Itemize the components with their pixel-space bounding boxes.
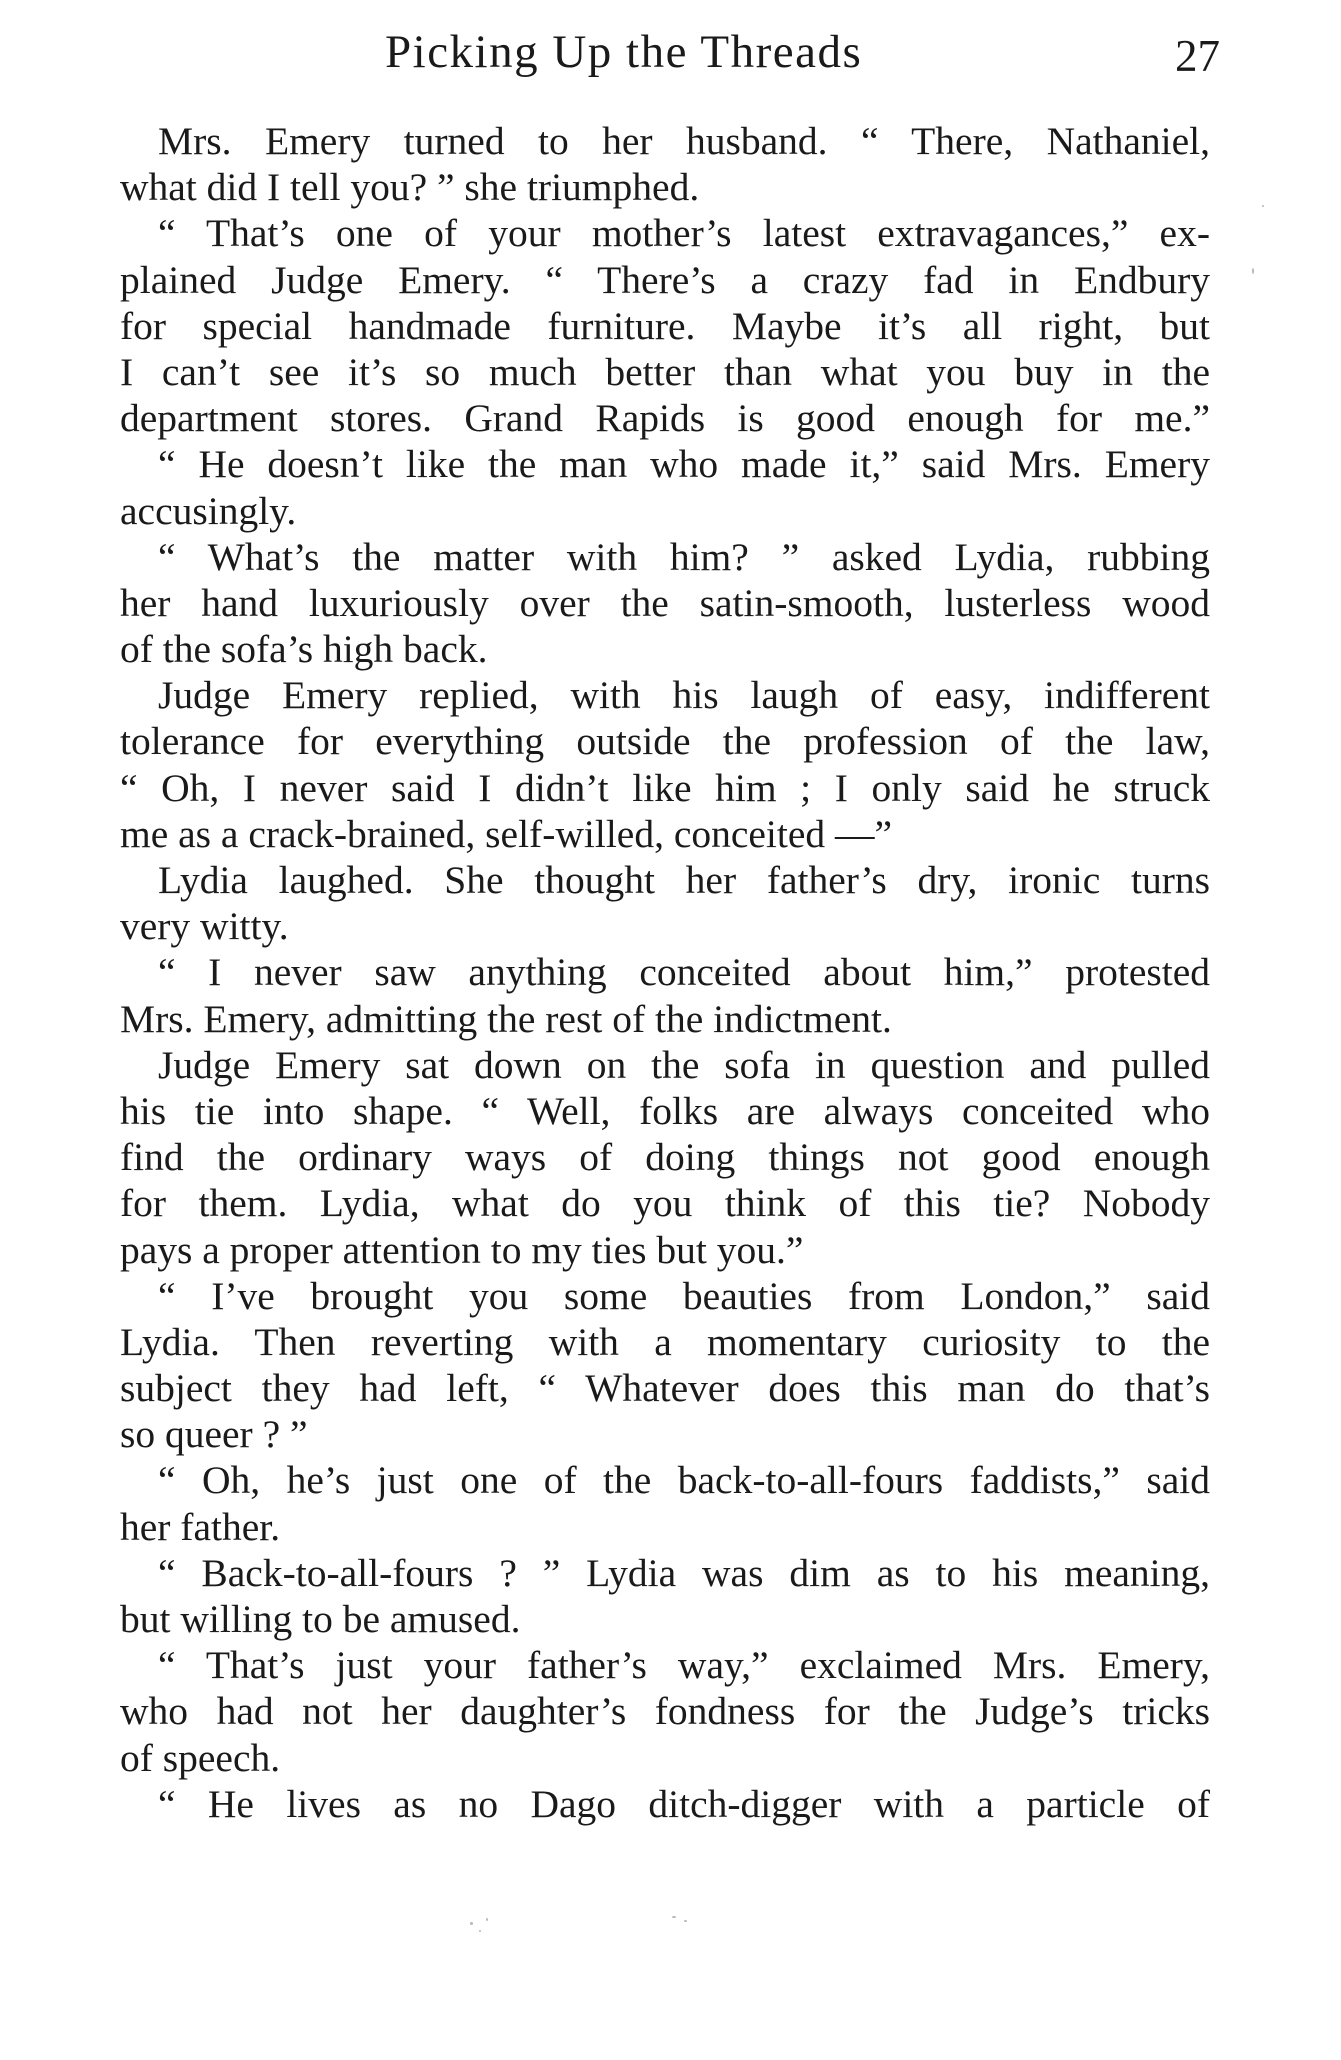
text-line: but willing to be amused.	[120, 1597, 521, 1641]
text-line: “ He lives as no Dago ditch-digger with a particle of	[158, 1781, 1210, 1826]
text-line: Mrs. Emery turned to her husband. “ There, Nathaniel,	[158, 119, 1210, 163]
running-title: Picking Up the Threads	[385, 26, 863, 78]
text-line: accusingly.	[120, 488, 297, 533]
print-speck	[672, 1916, 676, 1918]
text-line: department stores. Grand Rapids is good enough for me.”	[120, 396, 1210, 441]
text-line: “ I’ve brought you some beauties from London,” said	[158, 1273, 1210, 1318]
print-speck	[1252, 268, 1254, 274]
text-line: Lydia. Then reverting with a momentary curiosity to the	[120, 1319, 1210, 1364]
page-number: 27	[1175, 31, 1220, 81]
text-line: pays a proper attention to my ties but you.”	[120, 1227, 804, 1272]
text-line: what did I tell you? ” she triumphed.	[120, 165, 700, 210]
text-line: “ What’s the matter with him? ” asked Lydia, rubbing	[158, 534, 1210, 579]
text-line: “ Oh, he’s just one of the back-to-all-fours faddists,” said	[158, 1458, 1210, 1503]
body-text	[120, 118, 1210, 1827]
text-line: for them. Lydia, what do you think of this tie? Nobody	[120, 1181, 1210, 1226]
text-line: me as a crack-brained, self-willed, conceited —”	[120, 811, 893, 856]
text-line: so queer ? ”	[120, 1412, 308, 1457]
text-line: “ Oh, I never said I didn’t like him ; I only said he struck	[120, 765, 1210, 810]
text-line: her father.	[120, 1504, 281, 1549]
text-line: “ That’s just your father’s way,” exclaimed Mrs. Emery,	[158, 1643, 1210, 1688]
text-line: her hand luxuriously over the satin-smooth, lusterless wood	[120, 580, 1210, 625]
text-line: his tie into shape. “ Well, folks are always conceited who	[120, 1088, 1210, 1133]
text-line: of speech.	[120, 1735, 281, 1780]
text-line: Lydia laughed. She thought her father’s dry, ironic turns	[158, 858, 1210, 902]
text-line: very witty.	[120, 904, 289, 949]
text-line: “ That’s one of your mother’s latest extravagances,” ex-	[158, 211, 1210, 256]
text-line: find the ordinary ways of doing things not good enough	[120, 1135, 1210, 1180]
text-line: subject they had left, “ Whatever does this man do that’s	[120, 1366, 1210, 1411]
page-header	[120, 22, 1220, 82]
text-line: “ Back-to-all-fours ? ” Lydia was dim as to his meaning,	[158, 1550, 1210, 1595]
text-line: Mrs. Emery, admitting the rest of the indictment.	[120, 996, 892, 1041]
text-line: Judge Emery sat down on the sofa in question and pulled	[158, 1042, 1210, 1087]
text-line: for special handmade furniture. Maybe it’s all right, but	[120, 303, 1210, 348]
print-speck	[479, 1930, 481, 1932]
text-line: tolerance for everything outside the profession of the law,	[120, 719, 1210, 764]
print-speck	[684, 1920, 687, 1922]
text-line: plained Judge Emery. “ There’s a crazy fad in Endbury	[120, 257, 1210, 302]
print-speck	[486, 1918, 488, 1921]
text-line: I can’t see it’s so much better than what you buy in the	[120, 349, 1210, 394]
text-line: of the sofa’s high back.	[120, 627, 488, 672]
text-line: Judge Emery replied, with his laugh of easy, indifferent	[158, 673, 1210, 718]
text-line: who had not her daughter’s fondness for the Judge’s tricks	[120, 1689, 1210, 1734]
print-speck	[1262, 205, 1264, 207]
print-speck	[470, 1922, 473, 1925]
text-line: “ I never saw anything conceited about him,” protested	[158, 950, 1210, 995]
text-line: “ He doesn’t like the man who made it,” said Mrs. Emery	[158, 442, 1210, 487]
